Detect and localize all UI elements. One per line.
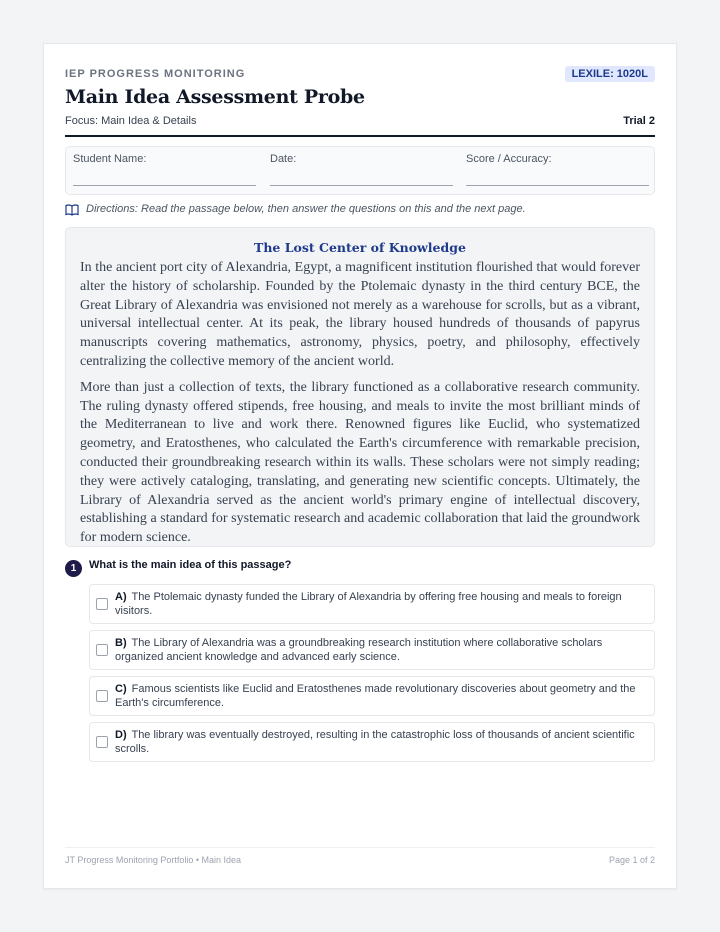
answer-checkbox[interactable] bbox=[96, 736, 108, 748]
answer-option-a[interactable] bbox=[89, 584, 655, 624]
book-icon bbox=[65, 204, 79, 216]
trial-label: Trial 2 bbox=[623, 115, 655, 127]
answer-option-b[interactable] bbox=[89, 630, 655, 670]
option-letter: A) bbox=[115, 591, 127, 603]
answer-checkbox[interactable] bbox=[96, 690, 108, 702]
option-letter: D) bbox=[115, 729, 127, 741]
student-name-label: Student Name: bbox=[73, 153, 147, 165]
header-row bbox=[65, 66, 655, 86]
answer-option-d[interactable] bbox=[89, 722, 655, 762]
header-divider bbox=[65, 135, 655, 137]
option-text: The Ptolemaic dynasty funded the Library of Alexandria by offering free housing and meals to foreign visitors. bbox=[115, 591, 622, 617]
directions bbox=[65, 203, 655, 215]
directions-text: Directions: Read the passage below, then answer the questions on this and the next page. bbox=[86, 203, 526, 215]
lexile-badge: LEXILE: 1020L bbox=[565, 66, 655, 82]
passage-paragraph: In the ancient port city of Alexandria, Egypt, a magnificent institution flourished that would forever alter the history of scholarship. Founded by the Ptolemaic dynasty in the third century BCE, the Great Library of Alexandria was envisioned not merely as a warehouse for scrolls, but as a vibrant, universal intellectual center. At its peak, the library housed hundreds of thousands of papyrus manuscripts covering mathematics, astronomy, physics, poetry, and philosophy, effectively centralizing the collective memory of the ancient world. bbox=[80, 260, 640, 369]
score-field[interactable] bbox=[466, 153, 649, 186]
option-text: The library was eventually destroyed, resulting in the catastrophic loss of thousands of ancient scientific scrolls. bbox=[115, 729, 635, 755]
date-field[interactable] bbox=[270, 153, 453, 186]
answer-checkbox[interactable] bbox=[96, 598, 108, 610]
option-text: Famous scientists like Euclid and Eratosthenes made revolutionary discoveries about geometry and the Earth's circumference. bbox=[115, 683, 636, 709]
student-name-line[interactable] bbox=[73, 185, 256, 186]
worksheet-page bbox=[43, 43, 677, 889]
option-text: The Library of Alexandria was a groundbreaking research institution where collaborative scholars organized ancient knowledge and advanced early science. bbox=[115, 637, 603, 663]
header-label: IEP PROGRESS MONITORING bbox=[65, 68, 246, 80]
reading-passage bbox=[65, 227, 655, 547]
option-letter: C) bbox=[115, 683, 127, 695]
footer-left-text: JT Progress Monitoring Portfolio • Main Idea bbox=[65, 855, 242, 865]
footer-divider bbox=[65, 847, 655, 848]
question-text: What is the main idea of this passage? bbox=[89, 559, 292, 571]
student-name-field[interactable] bbox=[73, 153, 256, 186]
answer-checkbox[interactable] bbox=[96, 644, 108, 656]
answer-option-c[interactable] bbox=[89, 676, 655, 716]
score-line[interactable] bbox=[466, 185, 649, 186]
page-title: Main Idea Assessment Probe bbox=[65, 86, 365, 108]
student-info-box bbox=[65, 146, 655, 195]
focus-label: Focus: Main Idea & Details bbox=[65, 115, 197, 127]
option-letter: B) bbox=[115, 637, 127, 649]
passage-paragraph: More than just a collection of texts, the library functioned as a collaborative research community. The ruling dynasty offered stipends, free housing, and meals to invite the most brilliant minds of the Mediterranean to live and work there. Renowned figures like Euclid, who systematized geometry, and Eratosthenes, who calculated the Earth's circumference with remarkable precision, conducted their groundbreaking research within its walls. These scholars were not simply reading; they were actively cataloging, translating, and generating new scientific concepts. Ultimately, the Library of Alexandria served as the ancient world's primary engine of intellectual discovery, establishing a standard for systematic research and academic collaboration that laid the groundwork for modern science. bbox=[80, 379, 640, 546]
date-line[interactable] bbox=[270, 185, 453, 186]
passage-title: The Lost Center of Knowledge bbox=[254, 240, 466, 255]
question-number-badge: 1 bbox=[65, 560, 82, 577]
date-label: Date: bbox=[270, 153, 297, 165]
score-label: Score / Accuracy: bbox=[466, 153, 552, 165]
page-number: Page 1 of 2 bbox=[608, 855, 655, 865]
